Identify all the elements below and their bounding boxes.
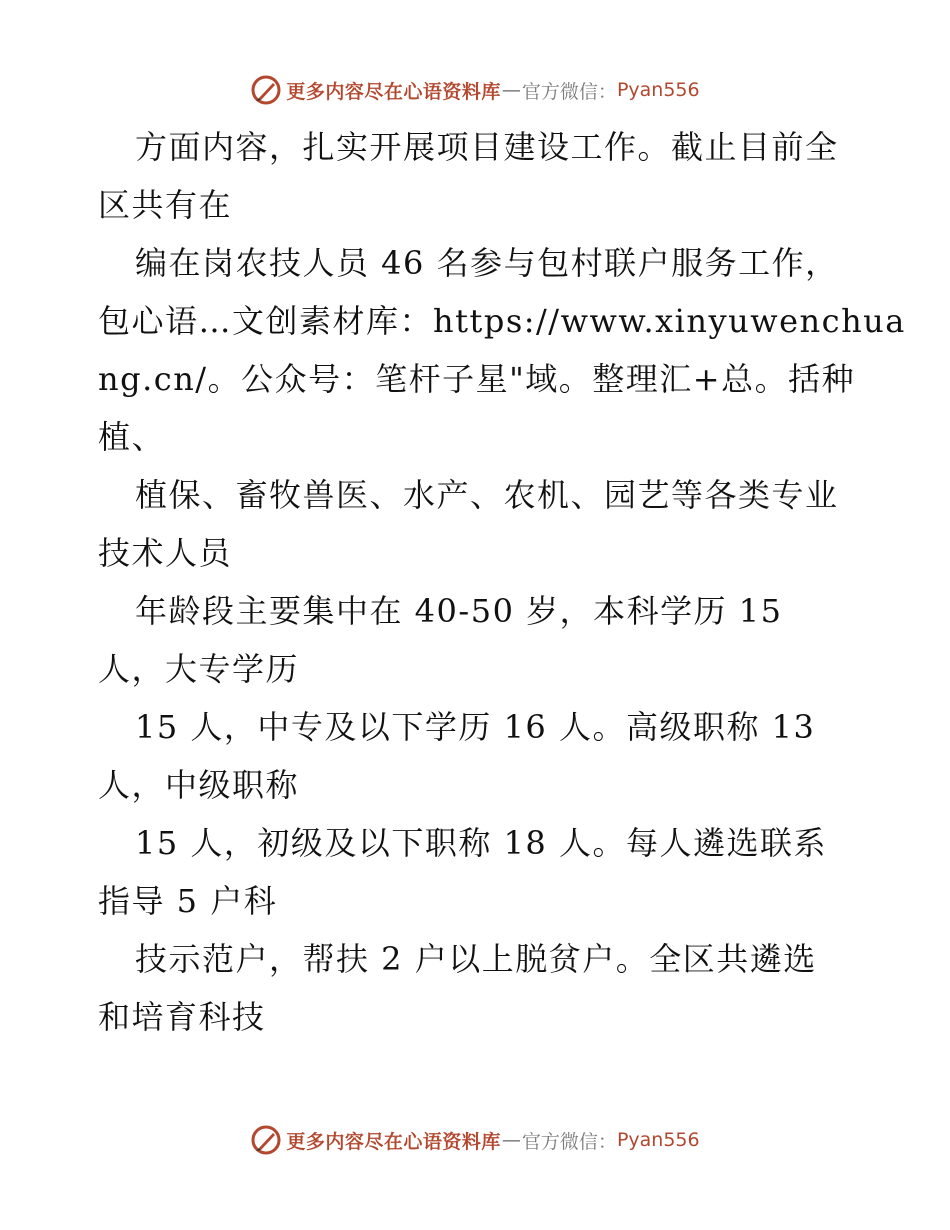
body-line: 植保、畜牧兽医、水产、农机、园艺等各类专业 (135, 476, 839, 514)
body-line: 年龄段主要集中在 40-50 岁，本科学历 15 (135, 592, 783, 630)
body-line: 和培育科技 (98, 998, 266, 1036)
header-banner (0, 70, 950, 110)
banner-contact-id: Pyan556 (616, 1129, 700, 1151)
banner-contact-label: 官方微信： (521, 80, 617, 103)
body-line: 15 人，中专及以下学历 16 人。高级职称 13 (135, 708, 816, 746)
footer-banner (0, 1120, 950, 1160)
body-line: 指导 5 户科 (98, 882, 278, 920)
banner-separator: — (501, 1129, 521, 1151)
banner-contact-label: 官方微信： (521, 1130, 617, 1153)
body-line: 区共有在 (98, 186, 233, 224)
body-line: 包心语…文创素材库：https://www.xinyuwenchua (98, 302, 906, 340)
body-line: 15 人，初级及以下职称 18 人。每人遴选联系 (135, 824, 827, 862)
body-line: 编在岗农技人员 46 名参与包村联户服务工作， (135, 244, 839, 282)
banner-brand-text: 更多内容尽在心语资料库 (286, 80, 501, 103)
body-line: 人，中级职称 (98, 766, 300, 804)
banner-contact-id: Pyan556 (616, 79, 700, 101)
quill-logo-icon (250, 1124, 282, 1156)
body-line: 技示范户，帮扶 2 户以上脱贫户。全区共遴选 (135, 940, 817, 978)
quill-logo-icon (250, 74, 282, 106)
banner-brand-text: 更多内容尽在心语资料库 (286, 1130, 501, 1153)
banner-separator: — (501, 79, 521, 101)
body-line: 方面内容，扎实开展项目建设工作。截止目前全 (135, 128, 839, 166)
body-line: 技术人员 (98, 534, 233, 572)
body-line: 植、 (98, 418, 166, 456)
body-line: ng.cn/。公众号：笔杆子星"域。整理汇+总。括种 (98, 360, 856, 398)
document-body (98, 118, 906, 1046)
body-line: 人，大专学历 (98, 650, 300, 688)
